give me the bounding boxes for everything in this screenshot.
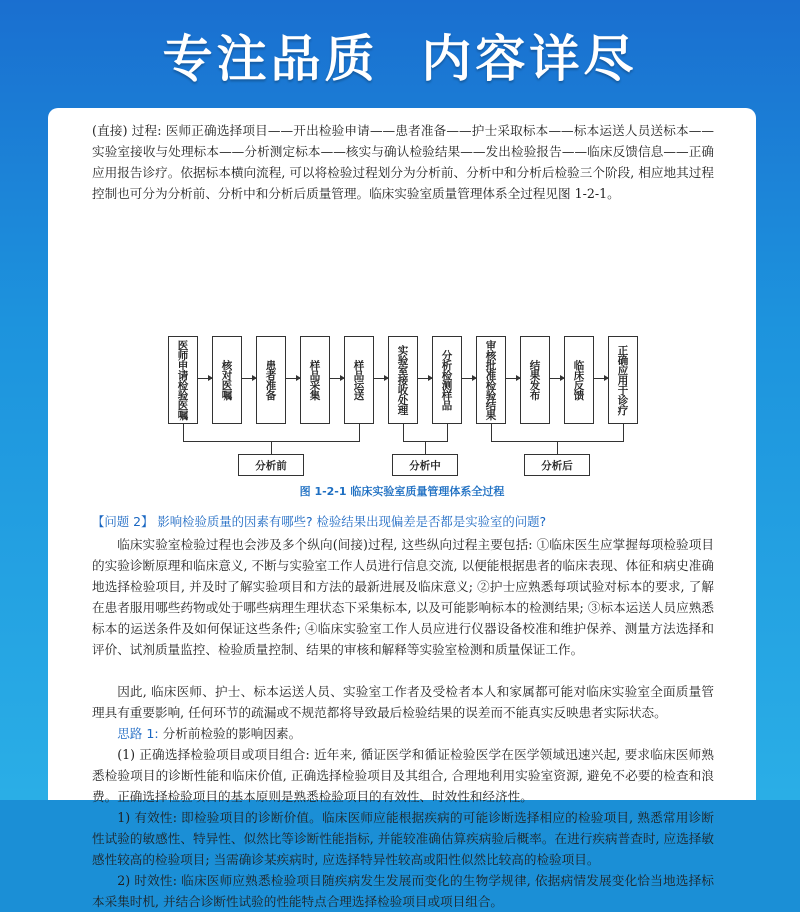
flow-arrow <box>418 378 432 379</box>
paragraph-item-1: (1) 正确选择检验项目或项目组合: 近年来, 循证医学和循证检验医学在医学领域迅速兴起, 要求临床医师熟悉检验项目的诊断性能和临床价值, 正确选择检验项目及其组合, 合理地利用实验室资源, 避免不必要的检查和浪费。正确选择检验项目的基本原则是熟悉检验项目的有效性、时效性和经济性。 <box>92 747 714 804</box>
flow-step-2: 核对医嘱 <box>212 336 242 424</box>
phase-mid-label: 分析中 <box>392 454 458 476</box>
promo-banner <box>0 0 800 110</box>
paragraph-conclusion: 因此, 临床医师、护士、标本运送人员、实验室工作者及受检者本人和家属都可能对临床实验室全面质量管理具有重要影响, 任何环节的疏漏或不规范都将导致最后检验结果的误差而不能真实反映患者实际状态。 <box>92 684 714 720</box>
flow-arrow <box>198 378 212 379</box>
banner-title: 专注品质 内容详尽 <box>162 30 638 88</box>
flow-step-8: 审核批准检验结果 <box>476 336 506 424</box>
paragraph-timeliness: 2) 时效性: 临床医师应熟悉检验项目随疾病发生发展而变化的生物学规律, 依据病情发展变化恰当地选择标本采集时机, 并结合诊断性试验的性能特点合理选择检验项目或项目组合。 <box>92 873 714 909</box>
flow-arrow <box>242 378 256 379</box>
question-heading: 【问题 2】 影响检验质量的因素有哪些? 检验结果出现偏差是否都是实验室的问题? <box>92 514 547 529</box>
phase-stem <box>557 442 558 454</box>
phase-bracket-mid <box>403 424 448 442</box>
paragraph-validity: 1) 有效性: 即检验项目的诊断价值。临床医师应能根据疾病的可能诊断选择相应的检验项目, 熟悉常用诊断性试验的敏感性、特异性、似然比等诊断性能指标, 并能较准确估算疾病验后概率。在进行疾病普查时, 应选择敏感性较高的检验项目; 当需确诊某疾病时, 应选择特异性较高或阳性似然比较高的检验项目。 <box>92 810 714 867</box>
phase-stem <box>425 442 426 454</box>
flow-arrow <box>462 378 476 379</box>
flow-step-6: 实验室接收处理 <box>388 336 418 424</box>
flowchart <box>168 336 688 476</box>
flow-step-10: 临床反馈 <box>564 336 594 424</box>
flow-step-3: 患者准备 <box>256 336 286 424</box>
paragraph-longitudinal: 临床实验室检验过程也会涉及多个纵向(间接)过程, 这些纵向过程主要包括: ①临床医生应掌握每项检验项目的实验诊断原理和临床意义, 不断与实验室工作人员进行信息交流, 以便能根据患者的临床表现、体征和病史准确地选择检验项目, 并及时了解实验项目和方法的最新进展及临床意义; ②护士应熟悉每项试验对标本的要求, 了解在患者服用哪些药物或处于哪些病理生理状态下采集标本, 以及可能影响标本的检测结果; ③标本运送人员应熟悉标本的运送条件及如何保证这些条件; ④临床实验室工作人员应进行仪器设备校准和维护保养、测量方法选择和评价、试剂质量监控、检验质量控制、结果的审核和解释等实验室检测和质量保证工作。 <box>92 537 714 657</box>
phase-bracket-pre <box>183 424 360 442</box>
phase-post-label: 分析后 <box>524 454 590 476</box>
phase-stem <box>271 442 272 454</box>
flow-arrow <box>550 378 564 379</box>
book-page <box>48 108 756 909</box>
flow-step-1: 医师申请检验医嘱 <box>168 336 198 424</box>
flow-arrow <box>374 378 388 379</box>
flow-step-7: 分析检测样品 <box>432 336 462 424</box>
flow-arrow <box>594 378 608 379</box>
think-line <box>92 723 714 744</box>
flow-arrow <box>506 378 520 379</box>
think-label: 思路 1: <box>117 726 159 741</box>
figure-caption: 图 1-2-1 临床实验室质量管理体系全过程 <box>299 485 505 498</box>
flow-arrow <box>330 378 344 379</box>
flow-step-9: 结果发布 <box>520 336 550 424</box>
phase-bracket-post <box>491 424 624 442</box>
flow-step-11: 正确应用于诊疗 <box>608 336 638 424</box>
flow-step-5: 样品运送 <box>344 336 374 424</box>
think-text: 分析前检验的影响因素。 <box>158 726 302 741</box>
phase-pre-label: 分析前 <box>238 454 304 476</box>
flow-step-4: 样品采集 <box>300 336 330 424</box>
intro-paragraph: (直接) 过程: 医师正确选择项目——开出检验申请——患者准备——护士采取标本——标本运送人员送标本——实验室接收与处理标本——分析测定标本——核实与确认检验结果——发出检验报告——临床反馈信息——正确应用报告诊疗。依据标本横向流程, 可以将检验过程划分为分析前、分析中和分析后检验三个阶段, 相应地其过程控制也可分为分析前、分析中和分析后质量管理。临床实验室质量管理体系全过程见图 1-2-1。 <box>92 123 715 201</box>
flow-arrow <box>286 378 300 379</box>
